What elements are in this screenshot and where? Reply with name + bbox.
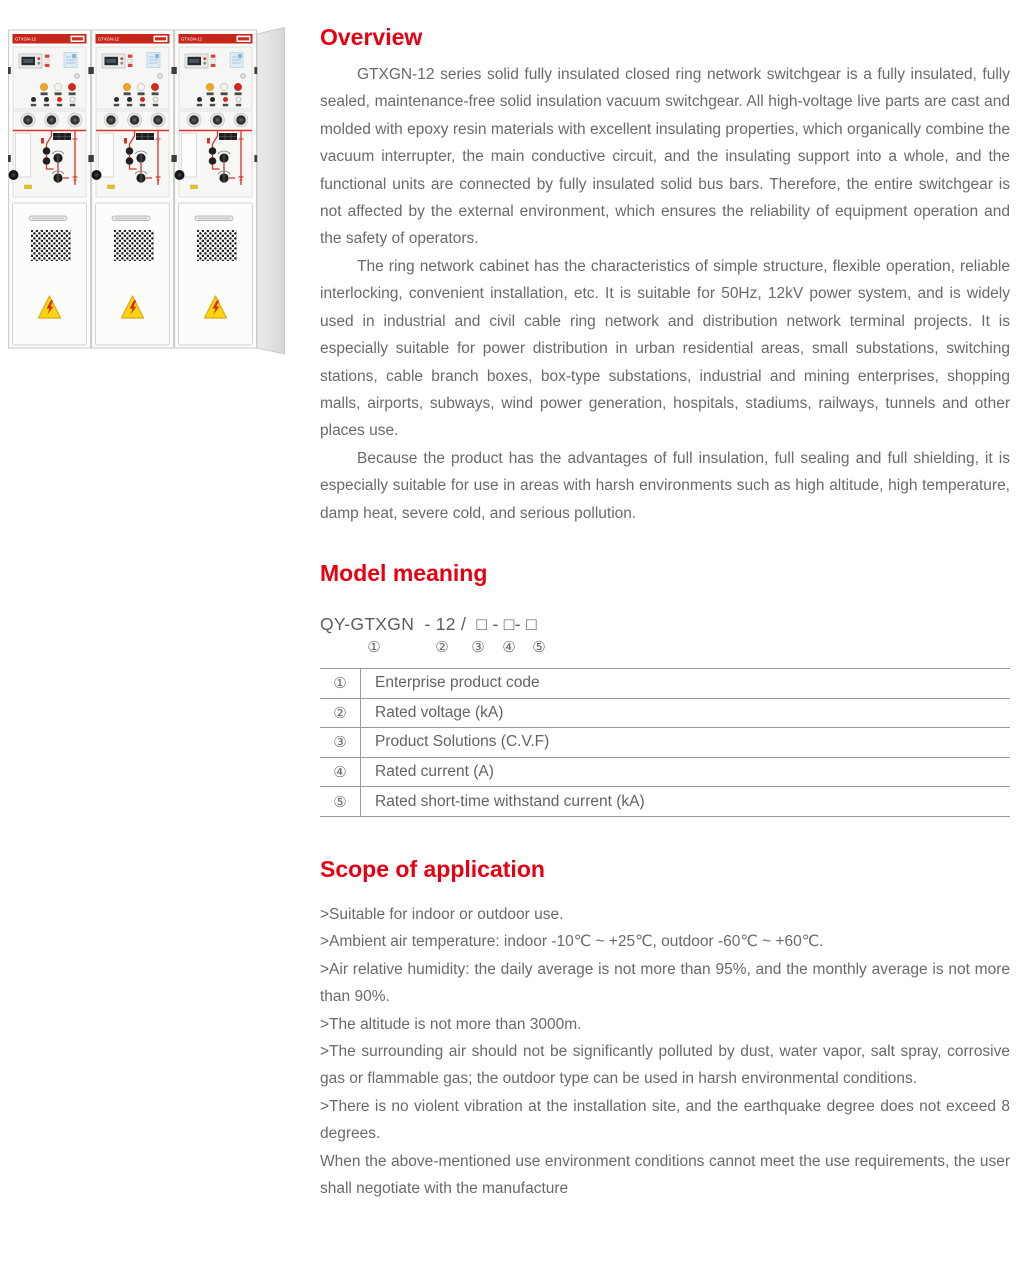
cabinet-front bbox=[8, 30, 91, 348]
code-marker: ① bbox=[367, 639, 381, 656]
row-description: Enterprise product code bbox=[361, 669, 1011, 699]
scope-title: Scope of application bbox=[320, 856, 545, 882]
row-description: Rated current (A) bbox=[361, 757, 1011, 787]
overview-title: Overview bbox=[320, 24, 423, 50]
table-row bbox=[320, 728, 1010, 758]
scope-item: >There is no violent vibration at the installation site, and the earthquake degree does not exceed 8 degrees. bbox=[320, 1097, 1010, 1143]
scope-item: >Ambient air temperature: indoor -10℃ ~ +25℃, outdoor -60℃ ~ +60℃. bbox=[320, 933, 824, 951]
model-code-markers bbox=[320, 638, 1010, 660]
table-row bbox=[320, 669, 1010, 699]
code-marker: ④ bbox=[502, 639, 516, 656]
scope-list bbox=[320, 901, 1010, 1202]
scope-item: >The surrounding air should not be significantly polluted by dust, water vapor, salt spray, corrosive gas or flammable gas; the outdoor type can be used in harsh environmental conditions. bbox=[320, 1043, 1010, 1088]
table-row bbox=[320, 757, 1010, 787]
row-number: ④ bbox=[320, 757, 361, 787]
row-description: Rated voltage (kA) bbox=[361, 698, 1011, 728]
overview-paragraph: The ring network cabinet has the characteristics of simple structure, flexible operation, reliable interlocking, convenient installation, etc. It is suitable for 50Hz, 12kV power system, and is widely used in industrial and civil cable ring network and distribution network terminal projects. It is especially suitable for power distribution in urban residential areas, small substations, switching stations, cable branch boxes, box-type substations, industrial and mining enterprises, shopping malls, airports, subways, wind power generation, hospitals, stadiums, railways, tunnels and other places use. bbox=[320, 258, 1010, 440]
code-marker: ⑤ bbox=[532, 639, 546, 656]
cabinet-front bbox=[174, 30, 257, 348]
table-row bbox=[320, 698, 1010, 728]
scope-item: >Suitable for indoor or outdoor use. bbox=[320, 906, 564, 923]
row-number: ① bbox=[320, 669, 361, 699]
row-description: Rated short-time withstand current (kA) bbox=[361, 787, 1011, 817]
code-marker: ③ bbox=[471, 639, 485, 656]
scope-item: When the above-mentioned use environment conditions cannot meet the use requirements, the user shall negotiate with the manufacture bbox=[320, 1152, 1010, 1198]
code-marker: ② bbox=[435, 639, 449, 656]
scope-item: >The altitude is not more than 3000m. bbox=[320, 1015, 582, 1033]
switchgear-cabinets-image bbox=[8, 27, 285, 357]
model-meaning-title: Model meaning bbox=[320, 560, 488, 586]
content-column bbox=[320, 0, 1010, 1280]
cabinet-side-panel bbox=[257, 28, 285, 355]
model-code: QY-GTXGN - 12 / □ - □- □ bbox=[320, 614, 537, 634]
scope-item: >Air relative humidity: the daily average is not more than 95%, and the monthly average is not more than 90%. bbox=[320, 960, 1010, 1006]
overview-paragraph: Because the product has the advantages of full insulation, full sealing and full shielding, it is especially suitable for use in areas with harsh environments such as high altitude, high temperature, damp heat, severe cold, and serious pollution. bbox=[320, 450, 1010, 522]
row-description: Product Solutions (C.V.F) bbox=[361, 728, 1011, 758]
row-number: ② bbox=[320, 698, 361, 728]
row-number: ③ bbox=[320, 728, 361, 758]
product-image bbox=[8, 27, 285, 357]
cabinet-front bbox=[91, 30, 174, 348]
table-row bbox=[320, 787, 1010, 817]
overview-paragraph: GTXGN-12 series solid fully insulated closed ring network switchgear is a fully insulated, fully sealed, maintenance-free solid insulation vacuum switchgear. All high-voltage live parts are cast and molded with epoxy resin materials with excellent insulating properties, which organically combine the vacuum interrupter, the main conductive circuit, and the insulating support into a whole, and the functional units are connected by fully insulated solid bus bars. Therefore, the entire switchgear is not affected by the external environment, which ensures the reliability of equipment operation and the safety of operators. bbox=[320, 66, 1010, 248]
row-number: ⑤ bbox=[320, 787, 361, 817]
model-meaning-table bbox=[320, 668, 1010, 817]
